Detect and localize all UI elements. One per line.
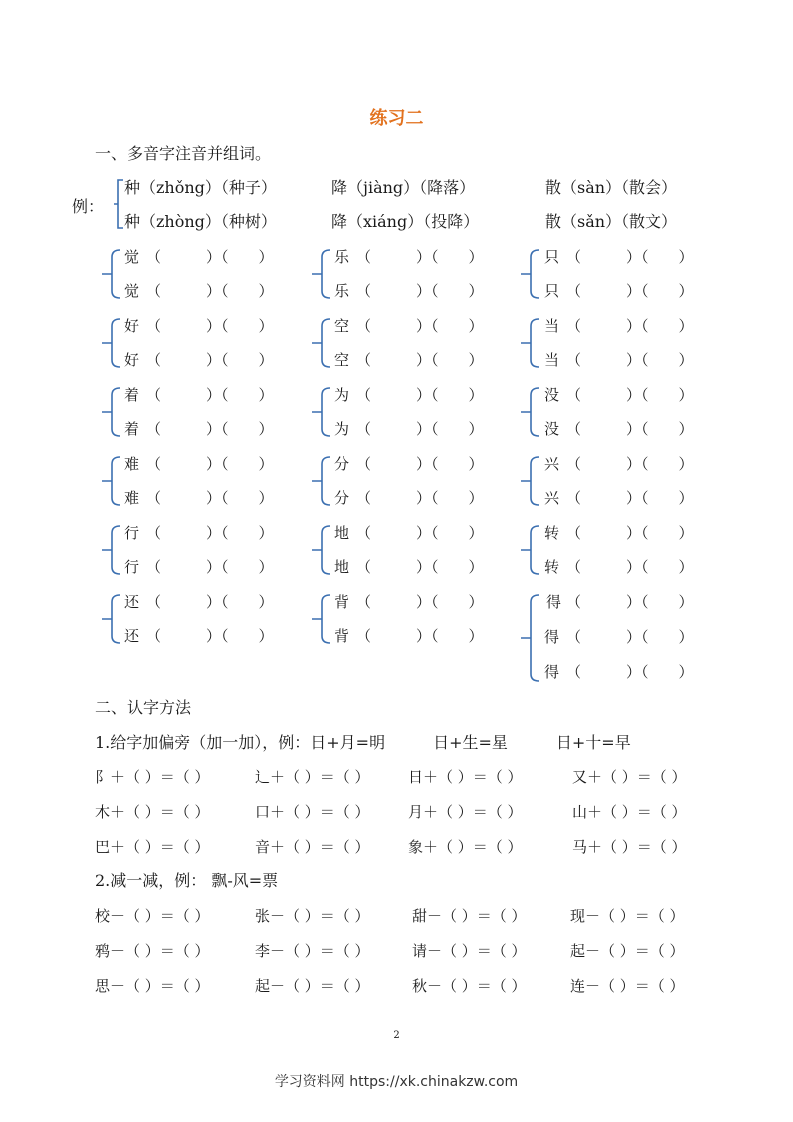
subtract-exercise[interactable]: 鸦－（ ）＝（ ） xyxy=(95,942,210,960)
footer-watermark: 学习资料网 https://xk.chinakzw.com xyxy=(274,1074,519,1090)
char-2-0a: 着 xyxy=(124,386,140,404)
char-0-1b: 乐 xyxy=(334,282,350,300)
add-exercise[interactable]: 马＋（ ）＝（ ） xyxy=(572,838,687,856)
answer-blank[interactable]: （ ）（ ） xyxy=(356,386,484,404)
char-5-1a: 背 xyxy=(334,593,350,611)
subtract-exercise[interactable]: 起－（ ）＝（ ） xyxy=(570,942,685,960)
answer-blank[interactable]: （ ）（ ） xyxy=(146,593,274,611)
add-exercise[interactable]: 口＋（ ）＝（ ） xyxy=(255,803,370,821)
answer-blank[interactable]: （ ）（ ） xyxy=(146,455,274,473)
char-0-0b: 觉 xyxy=(124,282,140,300)
add-exercise[interactable]: 月＋（ ）＝（ ） xyxy=(408,803,523,821)
bracket xyxy=(310,455,332,507)
answer-blank[interactable]: （ ）（ ） xyxy=(566,628,694,646)
example-label: 例： xyxy=(72,197,105,216)
answer-blank[interactable]: （ ）（ ） xyxy=(146,351,274,369)
char-2-0b: 着 xyxy=(124,420,140,438)
char-5-0b: 还 xyxy=(124,627,140,645)
answer-blank[interactable]: （ ）（ ） xyxy=(566,455,694,473)
answer-blank[interactable]: （ ）（ ） xyxy=(566,489,694,507)
char-1-2b: 当 xyxy=(544,351,560,369)
example-2b: 降（xiáng）（投降） xyxy=(331,212,480,231)
char-4-1b: 地 xyxy=(334,558,350,576)
char-3-1a: 分 xyxy=(334,455,350,473)
answer-blank[interactable]: （ ）（ ） xyxy=(356,282,484,300)
answer-blank[interactable]: （ ）（ ） xyxy=(146,282,274,300)
add-exercise[interactable]: 音＋（ ）＝（ ） xyxy=(255,838,370,856)
subtract-exercise[interactable]: 张－（ ）＝（ ） xyxy=(255,907,370,925)
subtract-exercise[interactable]: 秋－（ ）＝（ ） xyxy=(412,977,527,995)
answer-blank[interactable]: （ ）（ ） xyxy=(566,317,694,335)
char-4-0a: 行 xyxy=(124,524,140,542)
subtract-exercise[interactable]: 甜－（ ）＝（ ） xyxy=(412,907,527,925)
char-4-2b: 转 xyxy=(544,558,560,576)
char-4-2a: 转 xyxy=(544,524,560,542)
char-1-0a: 好 xyxy=(124,317,140,335)
page-title: 练习二 xyxy=(369,108,424,129)
add-exercise[interactable]: 又＋（ ）＝（ ） xyxy=(572,768,687,786)
char-4-1a: 地 xyxy=(334,524,350,542)
answer-blank[interactable]: （ ）（ ） xyxy=(356,524,484,542)
answer-blank[interactable]: （ ）（ ） xyxy=(146,627,274,645)
answer-blank[interactable]: （ ）（ ） xyxy=(146,558,274,576)
answer-blank[interactable]: （ ）（ ） xyxy=(566,282,694,300)
answer-blank[interactable]: （ ）（ ） xyxy=(356,248,484,266)
answer-blank[interactable]: （ ）（ ） xyxy=(356,558,484,576)
bracket xyxy=(310,524,332,576)
answer-blank[interactable]: （ ）（ ） xyxy=(566,663,694,681)
example-3b: 散（sǎn）（散文） xyxy=(545,212,678,231)
answer-blank[interactable]: （ ）（ ） xyxy=(356,420,484,438)
char-2-2a: 没 xyxy=(544,386,560,404)
char-5-0a: 还 xyxy=(124,593,140,611)
char-1-2a: 当 xyxy=(544,317,560,335)
answer-blank[interactable]: （ ）（ ） xyxy=(356,455,484,473)
char-3-0b: 难 xyxy=(124,489,140,507)
add-exercise[interactable]: 日＋（ ）＝（ ） xyxy=(408,768,523,786)
char-3-2b: 兴 xyxy=(544,489,560,507)
add-exercise[interactable]: 木＋（ ）＝（ ） xyxy=(95,803,210,821)
subtract-exercise[interactable]: 请－（ ）＝（ ） xyxy=(412,942,527,960)
subtract-exercise[interactable]: 起－（ ）＝（ ） xyxy=(255,977,370,995)
char-0-2b: 只 xyxy=(544,282,560,300)
char-5-2c: 得 xyxy=(544,663,560,681)
add-exercise[interactable]: 阝＋（ ）＝（ ） xyxy=(95,768,210,786)
bracket xyxy=(519,386,541,438)
answer-blank[interactable]: （ ）（ ） xyxy=(566,351,694,369)
example-1a: 种（zhǒng）（种子） xyxy=(124,178,277,197)
bracket xyxy=(100,455,122,507)
bracket xyxy=(100,248,122,300)
page-number: 2 xyxy=(393,1030,400,1041)
answer-blank[interactable]: （ ）（ ） xyxy=(146,524,274,542)
bracket xyxy=(100,386,122,438)
answer-blank[interactable]: （ ）（ ） xyxy=(146,386,274,404)
example-3a: 散（sàn）（散会） xyxy=(545,178,678,197)
bracket xyxy=(310,317,332,369)
subtract-exercise[interactable]: 校－（ ）＝（ ） xyxy=(95,907,210,925)
char-1-1a: 空 xyxy=(334,317,350,335)
add-instruction: 1.给字加偏旁（加一加），例：日+月=明 日+生=星 日+十=早 xyxy=(95,733,631,752)
answer-blank[interactable]: （ ）（ ） xyxy=(356,489,484,507)
bracket xyxy=(310,593,332,645)
bracket xyxy=(100,524,122,576)
answer-blank[interactable]: （ ）（ ） xyxy=(566,386,694,404)
bracket xyxy=(519,248,541,300)
bracket xyxy=(519,317,541,369)
char-5-1b: 背 xyxy=(334,627,350,645)
answer-blank[interactable]: （ ）（ ） xyxy=(566,524,694,542)
answer-blank[interactable]: （ ）（ ） xyxy=(566,558,694,576)
bracket xyxy=(519,593,541,683)
answer-blank[interactable]: （ ）（ ） xyxy=(566,248,694,266)
char-3-1b: 分 xyxy=(334,489,350,507)
char-4-0b: 行 xyxy=(124,558,140,576)
subtract-instruction: 2.减一减，例： 飘-风=票 xyxy=(95,871,279,890)
char-2-1b: 为 xyxy=(334,420,350,438)
answer-blank[interactable]: （ ）（ ） xyxy=(566,593,694,611)
char-0-1a: 乐 xyxy=(334,248,350,266)
char-0-2a: 只 xyxy=(544,248,560,266)
bracket xyxy=(310,386,332,438)
add-exercise[interactable]: 象＋（ ）＝（ ） xyxy=(408,838,523,856)
answer-blank[interactable]: （ ）（ ） xyxy=(146,489,274,507)
add-exercise[interactable]: 辶＋（ ）＝（ ） xyxy=(255,768,370,786)
answer-blank[interactable]: （ ）（ ） xyxy=(356,593,484,611)
answer-blank[interactable]: （ ）（ ） xyxy=(566,420,694,438)
answer-blank[interactable]: （ ）（ ） xyxy=(146,248,274,266)
answer-blank[interactable]: （ ）（ ） xyxy=(356,351,484,369)
bracket xyxy=(519,455,541,507)
answer-blank[interactable]: （ ）（ ） xyxy=(146,420,274,438)
answer-blank[interactable]: （ ）（ ） xyxy=(356,627,484,645)
subtract-exercise[interactable]: 连－（ ）＝（ ） xyxy=(570,977,685,995)
add-exercise[interactable]: 山＋（ ）＝（ ） xyxy=(572,803,687,821)
bracket xyxy=(100,317,122,369)
char-5-2b: 得 xyxy=(544,628,560,646)
char-3-2a: 兴 xyxy=(544,455,560,473)
char-1-0b: 好 xyxy=(124,351,140,369)
example-bracket xyxy=(114,178,124,230)
answer-blank[interactable]: （ ）（ ） xyxy=(146,317,274,335)
char-3-0a: 难 xyxy=(124,455,140,473)
subtract-exercise[interactable]: 李－（ ）＝（ ） xyxy=(255,942,370,960)
answer-blank[interactable]: （ ）（ ） xyxy=(356,317,484,335)
subtract-exercise[interactable]: 现－（ ）＝（ ） xyxy=(570,907,685,925)
bracket xyxy=(310,248,332,300)
char-1-1b: 空 xyxy=(334,351,350,369)
add-exercise[interactable]: 巴＋（ ）＝（ ） xyxy=(95,838,210,856)
section2-heading: 二、认字方法 xyxy=(95,698,192,717)
section1-heading: 一、多音字注音并组词。 xyxy=(95,144,272,163)
example-2a: 降（jiàng）（降落） xyxy=(331,178,476,197)
subtract-exercise[interactable]: 思－（ ）＝（ ） xyxy=(95,977,210,995)
char-2-1a: 为 xyxy=(334,386,350,404)
bracket xyxy=(519,524,541,576)
char-0-0a: 觉 xyxy=(124,248,140,266)
bracket xyxy=(100,593,122,645)
char-2-2b: 没 xyxy=(544,420,560,438)
char-5-2a: 得 xyxy=(546,593,562,611)
example-1b: 种（zhòng）（种树） xyxy=(124,212,277,231)
